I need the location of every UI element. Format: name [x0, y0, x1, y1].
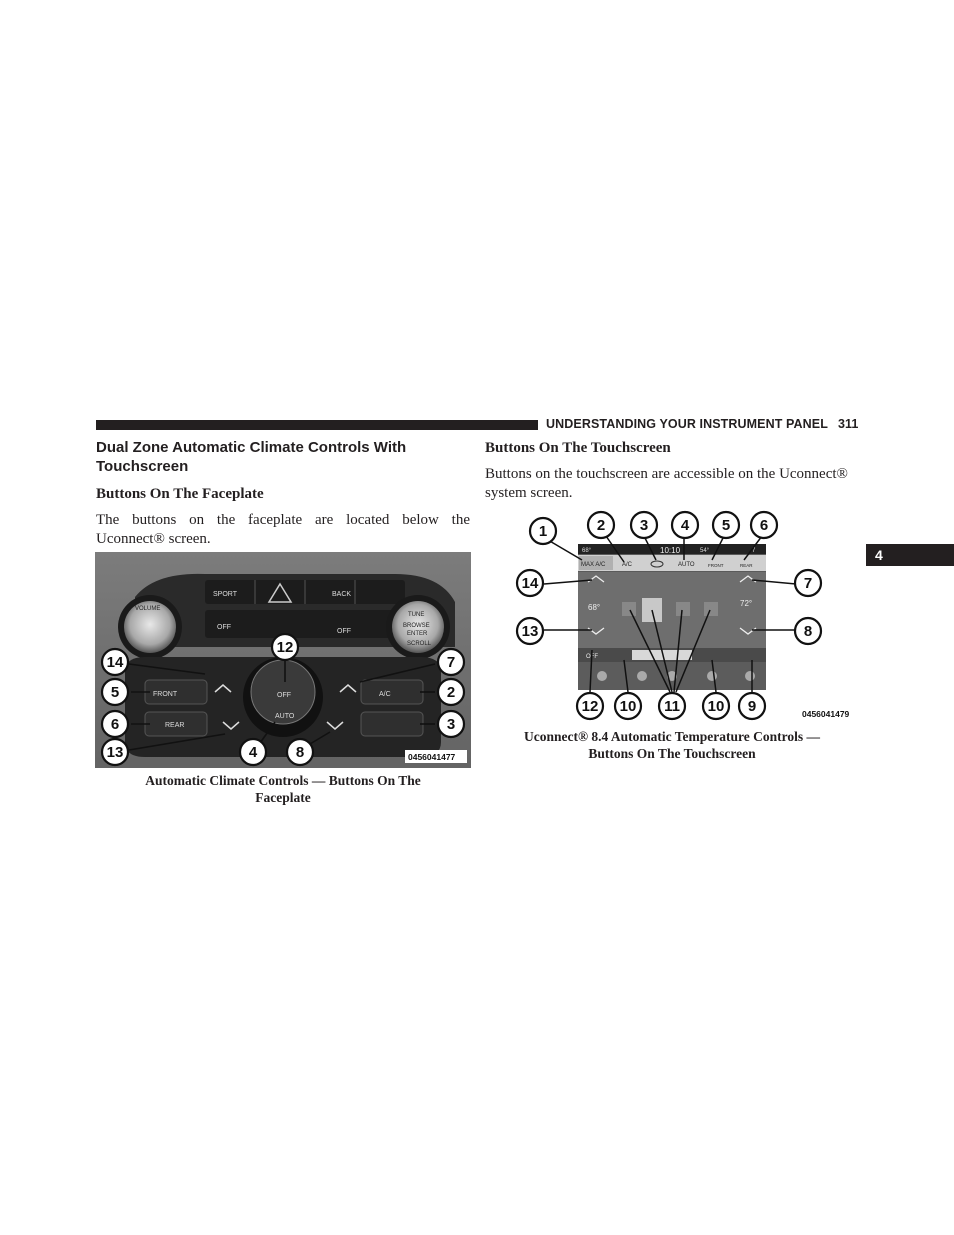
faceplate-paragraph: [96, 511, 470, 549]
faceplate-figure: [95, 552, 471, 768]
faceplate-caption: [96, 772, 470, 806]
callout-3-number: 3: [446, 716, 456, 733]
scroll-label: SCROLL: [407, 641, 432, 647]
header-rule: [96, 420, 538, 430]
section-heading: Dual Zone Automatic Climate Controls With Touchscreen: [96, 439, 407, 475]
screen-ac: A/C: [622, 562, 633, 568]
touchscreen-paragraph-line1: Buttons on the touchscreen are accessible on the Uconnect®: [485, 466, 848, 482]
callout-2-number: 2: [446, 684, 456, 701]
touchscreen-paragraph-line2: system screen.: [485, 485, 573, 501]
off-label-1: OFF: [217, 624, 231, 631]
screen-temp-left: 68°: [588, 603, 601, 612]
ts-callout-6-number: 6: [759, 517, 769, 534]
touchscreen-subheading: Buttons On The Touchscreen: [485, 440, 671, 456]
ts-callout-13-number: 13: [521, 623, 539, 640]
callout-13-number: 13: [106, 744, 124, 761]
ts-figure-code: 0456041479: [802, 709, 850, 719]
screen-rear: REAR: [740, 563, 753, 568]
screen-outside-temp: 54°: [700, 548, 710, 554]
callout-12-number: 12: [276, 639, 294, 656]
faceplate-subheading: Buttons On The Faceplate: [96, 486, 264, 502]
screen-off: OFF: [586, 654, 598, 660]
screen-auto: AUTO: [678, 562, 695, 568]
ts-callout-5-number: 5: [721, 517, 731, 534]
ts-callout-12-number: 12: [581, 698, 599, 715]
ts-callout-9-number: 9: [747, 698, 757, 715]
faceplate-caption-line1: Automatic Climate Controls — Buttons On The: [145, 773, 421, 788]
callout-14-number: 14: [106, 654, 124, 671]
screen-temp-right: 72°: [740, 599, 753, 608]
callout-4-number: 4: [248, 744, 258, 761]
section-title: UNDERSTANDING YOUR INSTRUMENT PANEL: [546, 417, 828, 431]
ts-callout-7-number: 7: [803, 575, 813, 592]
rear-label: REAR: [165, 722, 185, 729]
ts-callout-3-number: 3: [639, 517, 649, 534]
callout-7-number: 7: [446, 654, 456, 671]
ts-callout-11-number: 11: [664, 698, 680, 715]
ts-callout-8-number: 8: [803, 623, 813, 640]
running-header: [546, 417, 858, 431]
ts-callout-1-number: 1: [538, 523, 548, 540]
touchscreen-caption-line2: Buttons On The Touchscreen: [588, 746, 756, 761]
ts-callout-14-number: 14: [521, 575, 539, 592]
chapter-tab-number: 4: [875, 547, 883, 563]
chapter-tab: [866, 544, 954, 566]
touchscreen-paragraph: [485, 465, 865, 503]
ts-callout-2-number: 2: [596, 517, 606, 534]
ts-callout-10a-number: 10: [619, 698, 637, 715]
faceplate-paragraph-line2: Uconnect® screen.: [96, 531, 211, 547]
ac-label: A/C: [379, 691, 391, 698]
touchscreen-figure: [512, 510, 860, 722]
callout-5-number: 5: [110, 684, 120, 701]
screen-max-ac: MAX A/C: [581, 562, 606, 568]
callout-8-number: 8: [295, 744, 305, 761]
screen-front: FRONT: [708, 563, 724, 568]
off-label-3: OFF: [277, 692, 291, 699]
ts-callout-4-number: 4: [680, 517, 690, 534]
volume-label: VOLUME: [135, 606, 161, 612]
callout-6-number: 6: [110, 716, 120, 733]
figure-code: 0456041477: [408, 752, 456, 762]
touchscreen-caption: [485, 728, 859, 762]
front-label: FRONT: [153, 691, 178, 698]
enter-label: ENTER: [407, 631, 428, 637]
touchscreen-caption-line1: Uconnect® 8.4 Automatic Temperature Controls —: [523, 729, 821, 744]
screen-temp-top: 68°: [582, 548, 592, 554]
off-label-2: OFF: [337, 628, 351, 635]
browse-label: BROWSE: [403, 623, 430, 629]
ts-callout-10b-number: 10: [707, 698, 725, 715]
back-label: BACK: [332, 591, 352, 598]
faceplate-paragraph-line1: The buttons on the faceplate are located below the: [96, 512, 470, 528]
faceplate-caption-line2: Faceplate: [255, 790, 311, 805]
screen-right-top: 7: [752, 548, 756, 554]
sport-label: SPORT: [213, 591, 237, 598]
tune-label: TUNE: [408, 612, 425, 618]
screen-time: 10:10: [660, 546, 681, 555]
page-number: 311: [837, 417, 859, 431]
auto-label: AUTO: [275, 713, 295, 720]
